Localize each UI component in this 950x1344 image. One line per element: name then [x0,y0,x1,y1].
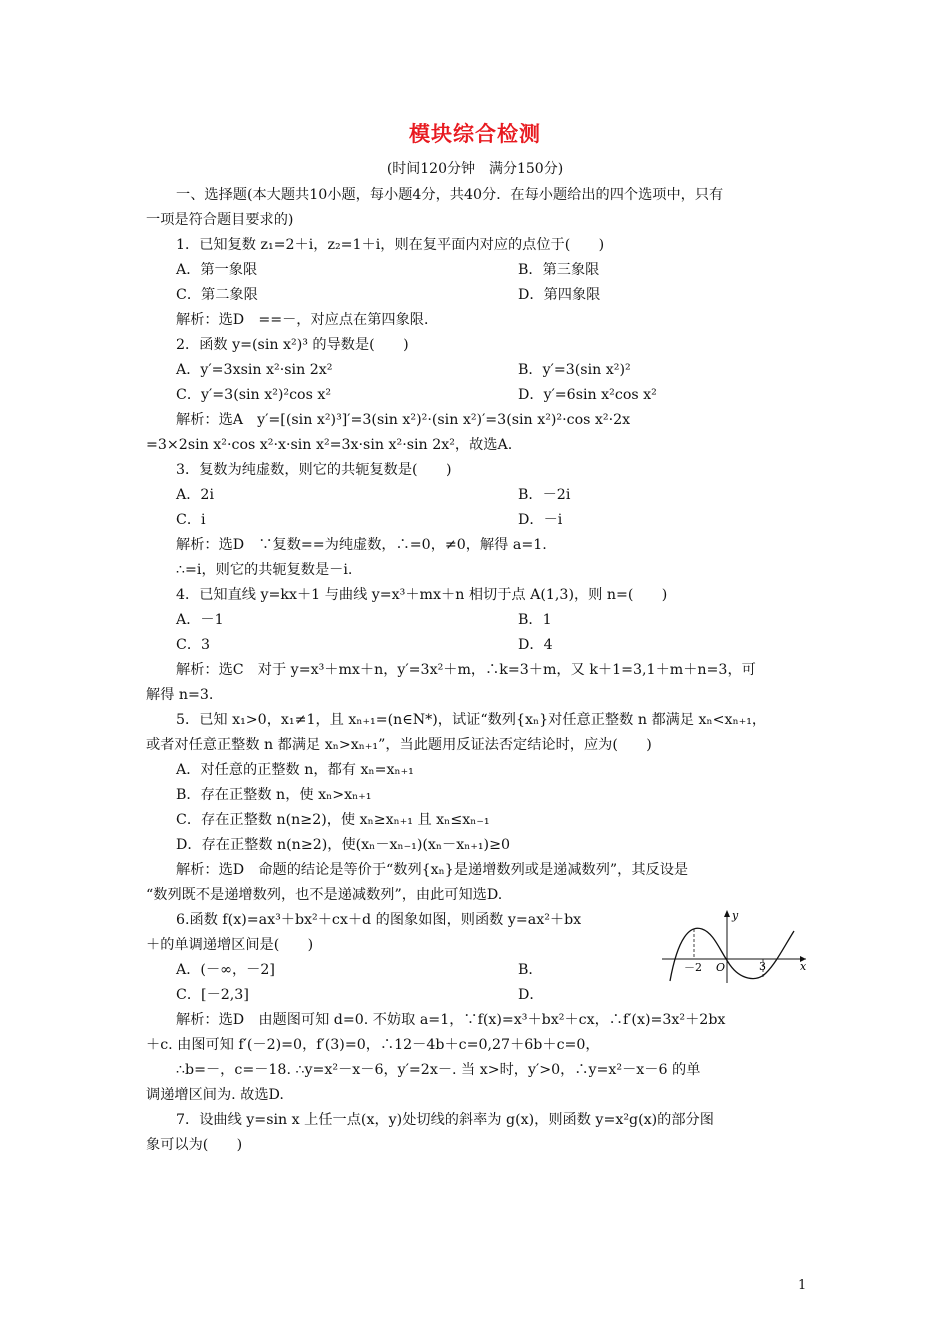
text-line: B．1 [518,612,552,628]
text-line: D．4 [518,637,553,653]
text-line: C．i [176,512,206,528]
y-axis-arrow [724,910,730,917]
text-line: B．存在正整数 n，使 xₙ>xₙ₊₁ [176,787,372,803]
text-line: ＋的单调递增区间是( ) [146,937,314,953]
text-line: 3．复数为纯虚数，则它的共轭复数是( ) [176,462,452,478]
text-line: 象可以为( ) [146,1137,243,1153]
exam-info: (时间120分钟 满分150分) [386,161,564,177]
text-line: C．3 [176,637,211,653]
text-line: 6.函数 f(x)=ax³＋bx²＋cx＋d 的图象如图，则函数 y=ax²＋bx [176,912,582,928]
text-line: 4．已知直线 y=kx＋1 与曲线 y=x³＋mx＋n 相切于点 A(1,3)，则 n=( ) [176,587,668,603]
y-axis-label: y [732,909,739,922]
tick-label-neg2: －2 [684,961,702,974]
text-line: 1．已知复数 z₁=2＋i，z₂=1＋i，则在复平面内对应的点位于( ) [176,237,605,253]
origin-label: O [716,961,726,974]
text-line: ＋c. 由图可知 f′(－2)=0，f′(3)=0，∴12－4b＋c=0,27＋6b＋c=0， [146,1037,600,1053]
text-line: 解析：选D 命题的结论是等价于“数列{xₙ}是递增数列或是递减数列”，其反设是 [176,862,689,878]
text-line: A．y′=3xsin x²·sin 2x² [176,362,333,378]
text-line: A．2i [176,487,214,503]
text-line: 或者对任意正整数 n 都满足 xₙ>xₙ₊₁”，当此题用反证法否定结论时，应为( ) [146,737,652,753]
text-line: 2．函数 y=(sin x²)³ 的导数是( ) [176,337,409,353]
text-line: D． [518,987,544,1003]
text-line: ∴=i，则它的共轭复数是－i. [176,562,353,578]
text-line: =3×2sin x²·cos x²·x·sin x²=3x·sin x²·sin 2x²，故选A. [146,437,513,453]
text-line: C．y′=3(sin x²)²cos x² [176,387,332,403]
text-line: C．第二象限 [176,287,258,303]
text-line: 一、选择题(本大题共10小题，每小题4分，共40分．在每小题给出的四个选项中，只有 [176,187,724,203]
text-line: 解析：选D 由题图可知 d=0. 不妨取 a=1，∵f(x)=x³＋bx²＋cx，∴f′(x)=3x²＋2bx [176,1012,726,1028]
text-line: A．第一象限 [176,262,258,278]
text-line: B． [518,962,543,978]
text-line: C．存在正整数 n(n≥2)，使 xₙ≥xₙ₊₁ 且 xₙ≤xₙ₋₁ [176,812,490,828]
text-line: 一项是符合题目要求的) [146,212,294,228]
text-line: B．y′=3(sin x²)² [518,362,631,378]
text-line: ∴b=－，c=－18. ∴y=x²－x－6，y′=2x－. 当 x>时，y′>0，∴y=x²－x－6 的单 [176,1062,701,1078]
text-line: D．存在正整数 n(n≥2)，使(xₙ－xₙ₋₁)(xₙ－xₙ₊₁)≥0 [176,837,510,853]
tick-label-3: 3 [759,960,766,973]
text-line: D．y′=6sin x²cos x² [518,387,657,403]
text-line: C．[－2,3] [176,987,249,1003]
text-line: 解得 n=3. [146,687,214,703]
page-number: 1 [798,1278,807,1293]
text-line: 解析：选A y′=[(sin x²)³]′=3(sin x²)²·(sin x²)′=3(sin x²)²·cos x²·2x [176,412,631,428]
text-line: B．第三象限 [518,262,600,278]
text-line: 5．已知 x₁>0，x₁≠1，且 xₙ₊₁=(n∈N*)，试证“数列{xₙ}对任意正整数 n 都满足 xₙ<xₙ₊₁， [176,712,767,728]
page-title: 模块综合检测 [409,122,541,146]
text-line: A．－1 [176,612,224,628]
text-line: “数列既不是递增数列，也不是递减数列”，由此可知选D. [146,887,503,903]
text-line: 7．设曲线 y=sin x 上任一点(x，y)处切线的斜率为 g(x)，则函数 y=x²g(x)的部分图 [176,1112,714,1128]
x-axis-label: x [800,960,807,973]
text-line: 解析：选D ==－，对应点在第四象限． [176,312,439,328]
text-line: D．－i [518,512,563,528]
text-line: 调递增区间为. 故选D. [146,1087,284,1103]
text-line: A．(－∞，－2] [176,962,275,978]
text-line: B．－2i [518,487,571,503]
text-line: 解析：选D ∵复数==为纯虚数，∴=0，≠0，解得 a=1. [176,537,547,553]
text-line: 解析：选C 对于 y=x³＋mx＋n，y′=3x²＋m，∴k=3＋m，又 k＋1=3,1＋m＋n=3，可 [176,662,756,678]
cubic-function-graph [660,907,810,985]
text-line: D．第四象限 [518,287,601,303]
text-line: A．对任意的正整数 n，都有 xₙ=xₙ₊₁ [176,762,414,778]
